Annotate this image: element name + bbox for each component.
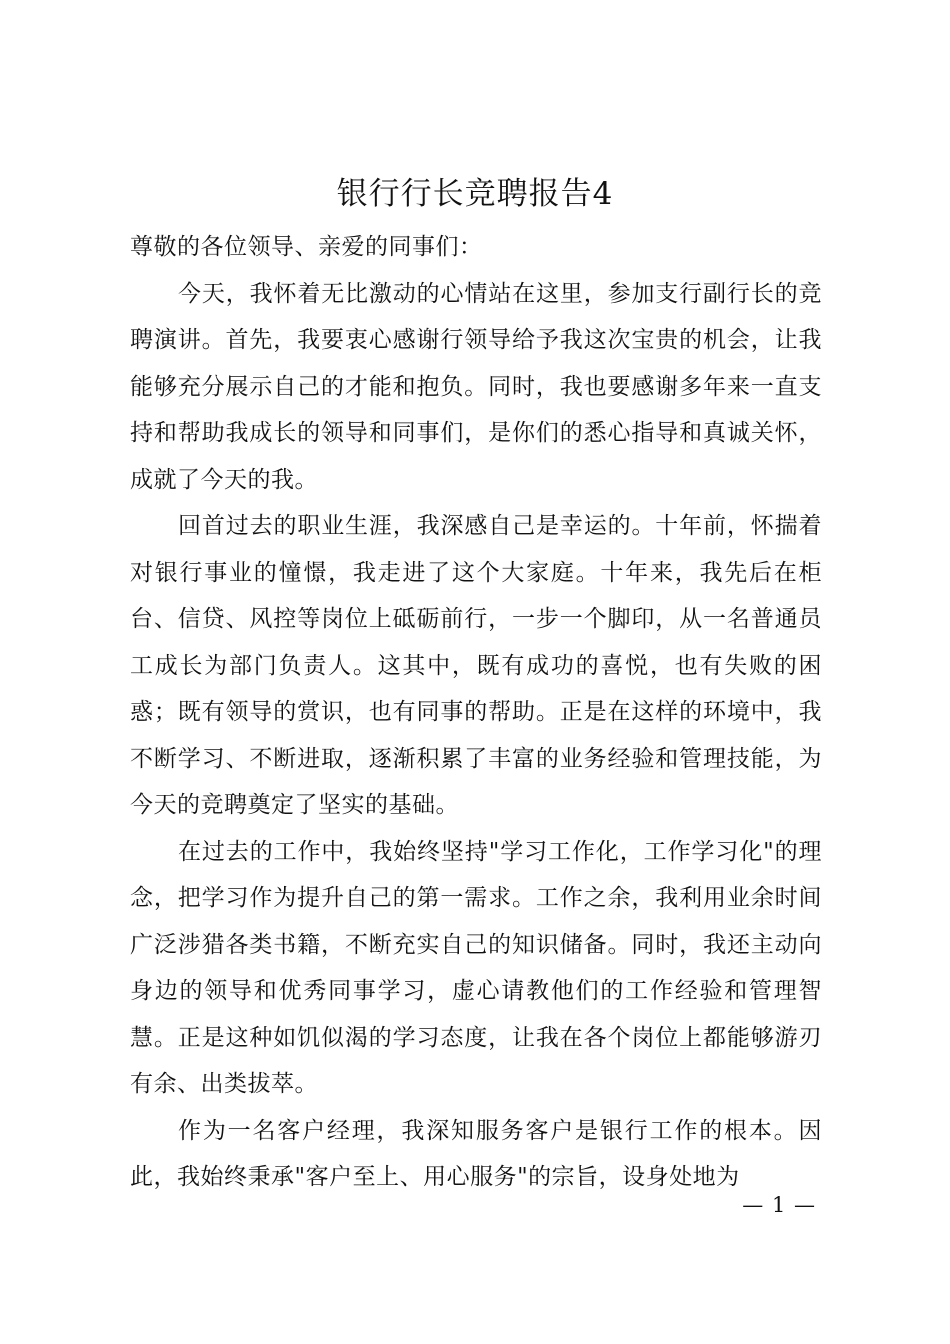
paragraph-1: 今天，我怀着无比激动的心情站在这里，参加支行副行长的竞聘演讲。首先，我要衷心感谢行领导给予我这次宝贵的机会，让我能够充分展示自己的才能和抱负。同时，我也要感谢多年来一直支持和帮助我成长的领导和同事们，是你们的悉心指导和真诚关怀，成就了今天的我。	[130, 280, 822, 493]
paragraph-3: 在过去的工作中，我始终坚持"学习工作化，工作学习化"的理念，把学习作为提升自己的第一需求。工作之余，我利用业余时间广泛涉猎各类书籍，不断充实自己的知识储备。同时，我还主动向身边的领导和优秀同事学习，虚心请教他们的工作经验和管理智慧。正是这种如饥似渴的学习态度，让我在各个岗位上都能够游刃有余、出类拔萃。	[130, 838, 822, 1097]
page-number: — 1 —	[742, 1193, 816, 1217]
document-body	[130, 224, 822, 1201]
salutation: 尊敬的各位领导、亲爱的同事们：	[130, 234, 483, 260]
document-title: 银行行长竞聘报告4	[336, 176, 614, 212]
paragraph-2: 回首过去的职业生涯，我深感自己是幸运的。十年前，怀揣着对银行事业的憧憬，我走进了这个大家庭。十年来，我先后在柜台、信贷、风控等岗位上砥砺前行，一步一个脚印，从一名普通员工成长为部门负责人。这其中，既有成功的喜悦，也有失败的困惑；既有领导的赏识，也有同事的帮助。正是在这样的环境中，我不断学习、不断进取，逐渐积累了丰富的业务经验和管理技能，为今天的竞聘奠定了坚实的基础。	[130, 513, 822, 818]
paragraph-4: 作为一名客户经理，我深知服务客户是银行工作的根本。因此，我始终秉承"客户至上、用心服务"的宗旨，设身处地为	[130, 1117, 822, 1190]
